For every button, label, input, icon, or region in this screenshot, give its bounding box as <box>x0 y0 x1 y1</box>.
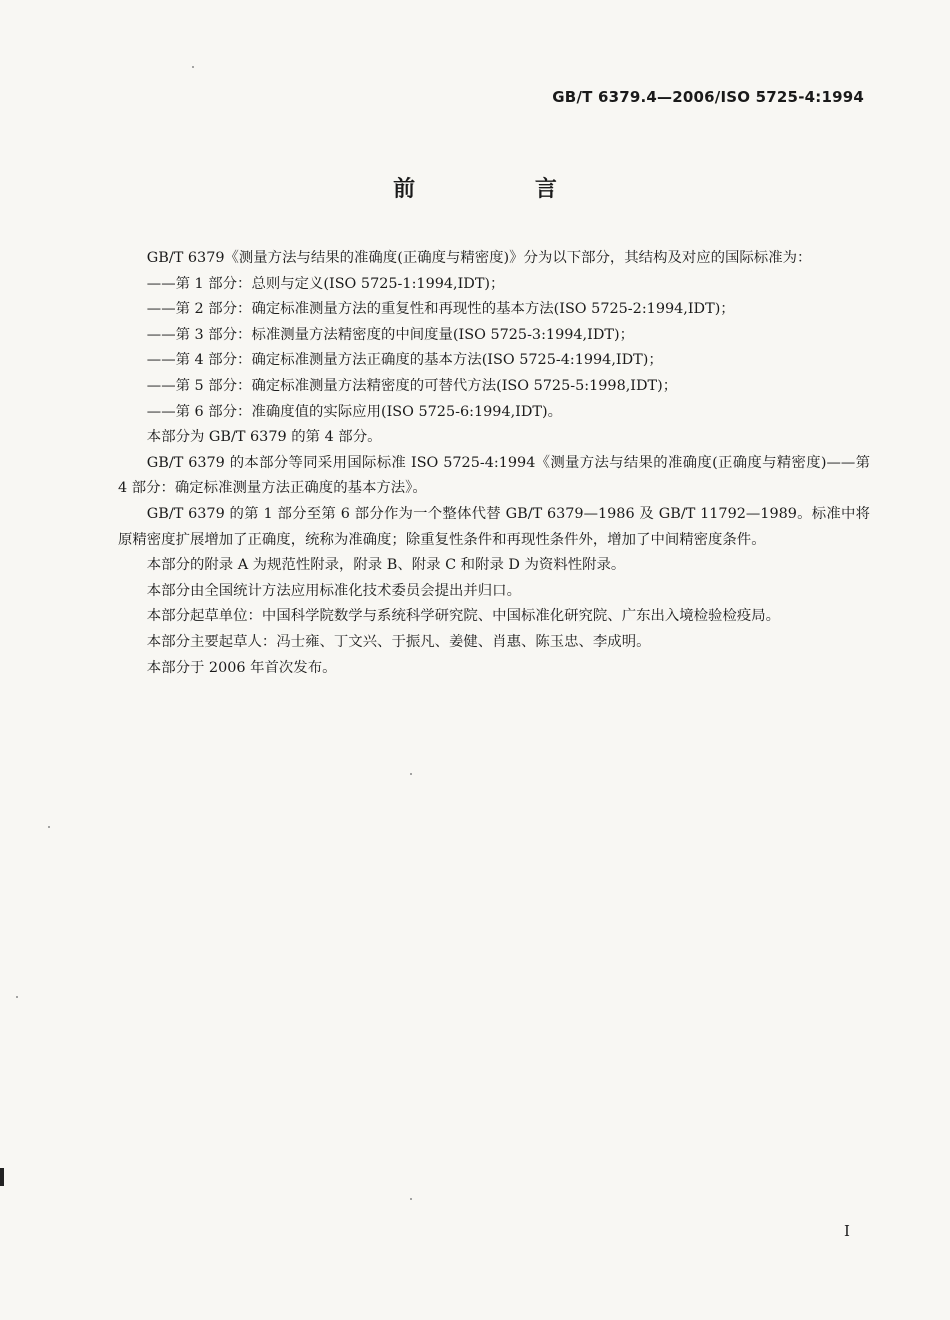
paragraph-proposer: 本部分由全国统计方法应用标准化技术委员会提出并归口。 <box>146 582 521 599</box>
scan-speck <box>192 66 194 68</box>
list-item-part-5: ——第 5 部分：确定标准测量方法精密度的可替代方法(ISO 5725-5:1998,IDT)； <box>146 377 678 394</box>
paragraph-adoption: GB/T 6379 的本部分等同采用国际标准 ISO 5725-4:1994《测量方法与结果的准确度(正确度与精密度)——第 4 部分：确定标准测量方法正确度的基本方法》。 <box>118 454 870 497</box>
paragraph-intro: GB/T 6379《测量方法与结果的准确度(正确度与精密度)》分为以下部分，其结构及对应的国际标准为： <box>146 250 812 266</box>
page-title: 前 言 <box>393 177 613 202</box>
scan-speck <box>410 773 412 775</box>
scan-edge-mark <box>0 1168 4 1186</box>
preface-body <box>118 246 870 681</box>
scan-speck <box>410 1198 412 1200</box>
page-number: I <box>844 1222 850 1240</box>
list-item-part-4: ——第 4 部分：确定标准测量方法正确度的基本方法(ISO 5725-4:1994,IDT)； <box>146 352 663 369</box>
paragraph-replacement: GB/T 6379 的第 1 部分至第 6 部分作为一个整体代替 GB/T 6379—1986 及 GB/T 11792—1989。标准中将原精密度扩展增加了正确度，统称为准确度；除重复性条件和再现性条件外，增加了中间精密度条件。 <box>118 505 870 548</box>
paragraph-drafting-units: 本部分起草单位：中国科学院数学与系统科学研究院、中国标准化研究院、广东出入境检验检疫局。 <box>146 608 780 625</box>
paragraph-first-release: 本部分于 2006 年首次发布。 <box>146 659 337 676</box>
list-item-part-6: ——第 6 部分：准确度值的实际应用(ISO 5725-6:1994,IDT)。 <box>146 403 563 420</box>
list-item-part-3: ——第 3 部分：标准测量方法精密度的中间度量(ISO 5725-3:1994,IDT)； <box>146 326 634 343</box>
paragraph-part-statement: 本部分为 GB/T 6379 的第 4 部分。 <box>146 429 382 446</box>
scan-speck <box>48 826 50 828</box>
list-item-part-1: ——第 1 部分：总则与定义(ISO 5725-1:1994,IDT)； <box>146 275 505 292</box>
paragraph-annexes: 本部分的附录 A 为规范性附录，附录 B、附录 C 和附录 D 为资料性附录。 <box>146 557 626 574</box>
paragraph-drafters: 本部分主要起草人：冯士雍、丁文兴、于振凡、姜健、肖惠、陈玉忠、李成明。 <box>146 633 651 650</box>
list-item-part-2: ——第 2 部分：确定标准测量方法的重复性和再现性的基本方法(ISO 5725-2:1994,IDT)； <box>146 301 735 318</box>
standard-code: GB/T 6379.4—2006/ISO 5725-4:1994 <box>552 88 864 106</box>
scan-speck <box>16 996 18 998</box>
